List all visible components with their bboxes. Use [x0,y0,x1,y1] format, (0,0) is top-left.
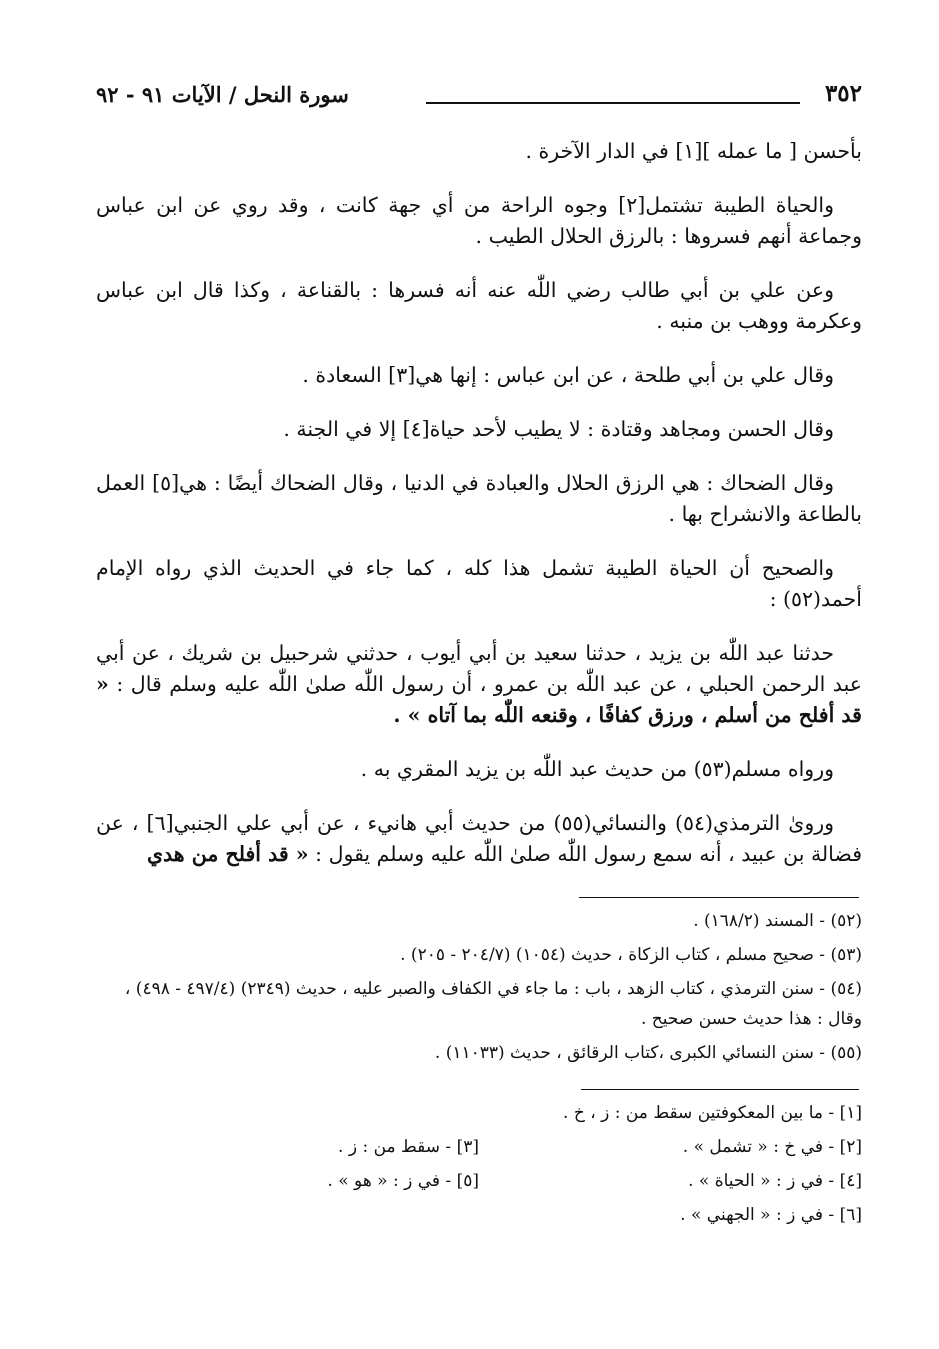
variant-row-3 [96,1166,862,1196]
header-rule [426,102,800,104]
paragraph-5: وقال الحسن ومجاهد وقتادة : لا يطيب لأحد حياة[٤] إلا في الجنة . [283,417,834,441]
paragraph-3: وعن علي بن أبي طالب رضي اللّٰه عنه أنه فسرها : بالقناعة ، وكذا قال ابن عباس وعكرمة ووهب بن منبه . [96,278,862,333]
tirmidhi-hadith-text: « قد أفلح من هدي [146,842,309,866]
variant-1: [١] - ما بين المعكوفتين سقط من : ز ، خ . [563,1103,862,1123]
manuscript-variants [96,1098,862,1234]
paragraph-7: والصحيح أن الحياة الطيبة تشمل هذا كله ، كما جاء في الحديث الذي رواه الإمام أحمد(٥٢) : [96,556,862,611]
hadith-paragraph [96,638,862,731]
page-number: ٣٥٢ [824,80,862,107]
tirmidhi-paragraph [96,808,862,870]
main-text [96,136,862,893]
variant-4: [٤] - في ز : « الحياة » . [688,1171,862,1191]
footnote-52: (٥٢) - المسند (١٦٨/٢) . [693,911,862,931]
hadith-text: « قد أفلح من أسلم ، ورزق كفافًا ، وقنعه اللّٰه بما آتاه » . [96,672,862,727]
footnote-53: (٥٣) - صحيح مسلم ، كتاب الزكاة ، حديث (١٠٥٤) (٢٠٤/٧ - ٢٠٥) . [400,945,862,965]
footnote-separator [579,897,859,898]
paragraph-2: والحياة الطيبة تشتمل[٢] وجوه الراحة من أي جهة كانت ، وقد روي عن ابن عباس وجماعة أنهم فسروها : بالرزق الحلال الطيب . [96,193,862,248]
muslim-narration: ورواه مسلم(٥٣) من حديث عبد اللّٰه بن يزيد المقري به . [360,757,834,781]
variant-row-2 [96,1132,862,1162]
variant-5: [٥] - في ز : « هو » . [327,1171,479,1191]
footnotes [96,906,862,1072]
footnote-55: (٥٥) - سنن النسائي الكبرى ،كتاب الرقائق ، حديث (١١٠٣٣) . [434,1043,862,1063]
tirmidhi-chain: وروىٰ الترمذي(٥٤) والنسائي(٥٥) من حديث أبي هانيء ، عن أبي علي الجنبي[٦] ، عن فضالة بن عبيد ، أنه سمع رسول اللّٰه صلىٰ اللّٰه عليه وسلم يقول : [96,811,862,866]
paragraph-1: بأحسن [ ما عمله ][١] في الدار الآخرة . [525,139,862,163]
variant-3: [٣] - سقط من : ز . [338,1137,479,1157]
variants-separator [581,1089,859,1090]
variant-row-1 [96,1098,862,1128]
hadith-chain: حدثنا عبد اللّٰه بن يزيد ، حدثنا سعيد بن أبي أيوب ، حدثني شرحبيل بن شريك ، عن أبي عبد الرحمن الحبلي ، عن عبد اللّٰه بن عمرو ، أن رسول اللّٰه صلىٰ اللّٰه عليه وسلم قال : [96,641,862,696]
paragraph-4: وقال علي بن أبي طلحة ، عن ابن عباس : إنها هي[٣] السعادة . [302,363,834,387]
variant-2: [٢] - في خ : « تشمل » . [682,1137,862,1157]
running-title: سورة النحل / الآيات ٩١ - ٩٢ [96,82,349,107]
variant-6: [٦] - في ز : « الجهني » . [680,1205,862,1225]
paragraph-6: وقال الضحاك : هي الرزق الحلال والعبادة في الدنيا ، وقال الضحاك أيضًا : هي[٥] العمل بالطاعة والانشراح بها . [96,471,862,526]
footnote-54: (٥٤) - سنن الترمذي ، كتاب الزهد ، باب : ما جاء في الكفاف والصبر عليه ، حديث (٢٣٤٩) (٤٩٧/٤ - ٤٩٨) ، وقال : هذا حديث حسن صحيح . [124,979,862,1029]
page-header [96,78,862,118]
variant-row-4 [96,1200,862,1230]
